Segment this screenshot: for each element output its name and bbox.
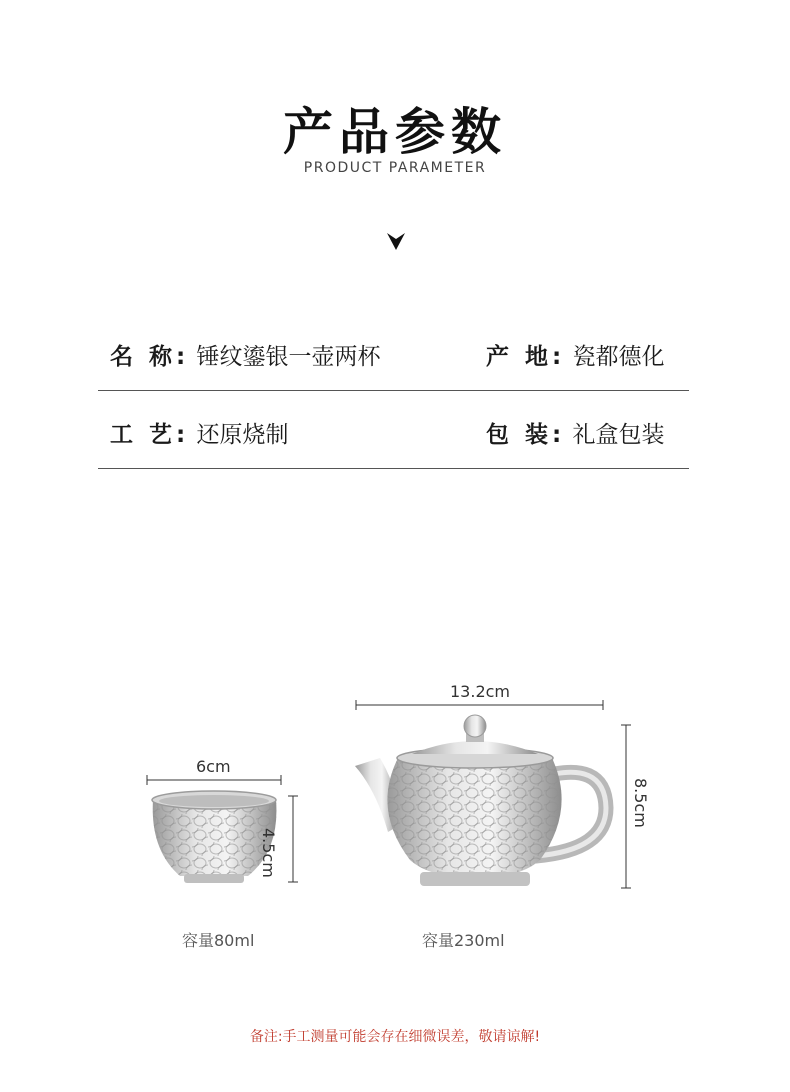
page-title: 产品参数 [283,103,507,161]
param-origin-value: 瓷都德化 [572,344,665,370]
param-name-key: 名 称: [110,344,190,370]
param-package [486,416,665,449]
cup-height-dimension [288,796,298,882]
teapot-image [355,715,606,886]
cup-capacity: 容量80ml [182,931,255,950]
cup-height-label: 4.5cm [259,828,278,878]
product-illustration [0,660,790,960]
param-package-key: 包 装: [486,422,566,448]
param-origin-key: 产 地: [486,344,566,370]
param-name [110,338,381,371]
param-row-craft-package [98,398,689,469]
page-subtitle: PRODUCT PARAMETER [303,160,487,176]
down-arrow-icon [385,230,407,252]
measurement-note: 备注:手工测量可能会存在细微误差，敬请谅解! [249,1029,541,1045]
cup-image [152,791,276,883]
cup-width-dimension [147,775,281,785]
param-row-name-origin [98,320,689,391]
param-package-value: 礼盒包装 [572,422,665,448]
teapot-width-label: 13.2cm [450,682,511,701]
teapot-height-label: 8.5cm [631,778,650,828]
param-craft-key: 工 艺: [110,422,190,448]
param-name-value: 锤纹鎏银一壶两杯 [196,344,381,370]
teapot-height-dimension [621,725,631,888]
param-craft-value: 还原烧制 [196,422,289,448]
param-craft [110,416,289,449]
teapot-capacity: 容量230ml [422,931,505,950]
cup-width-label: 6cm [196,757,231,776]
param-origin [486,338,665,371]
teapot-width-dimension [356,700,603,710]
